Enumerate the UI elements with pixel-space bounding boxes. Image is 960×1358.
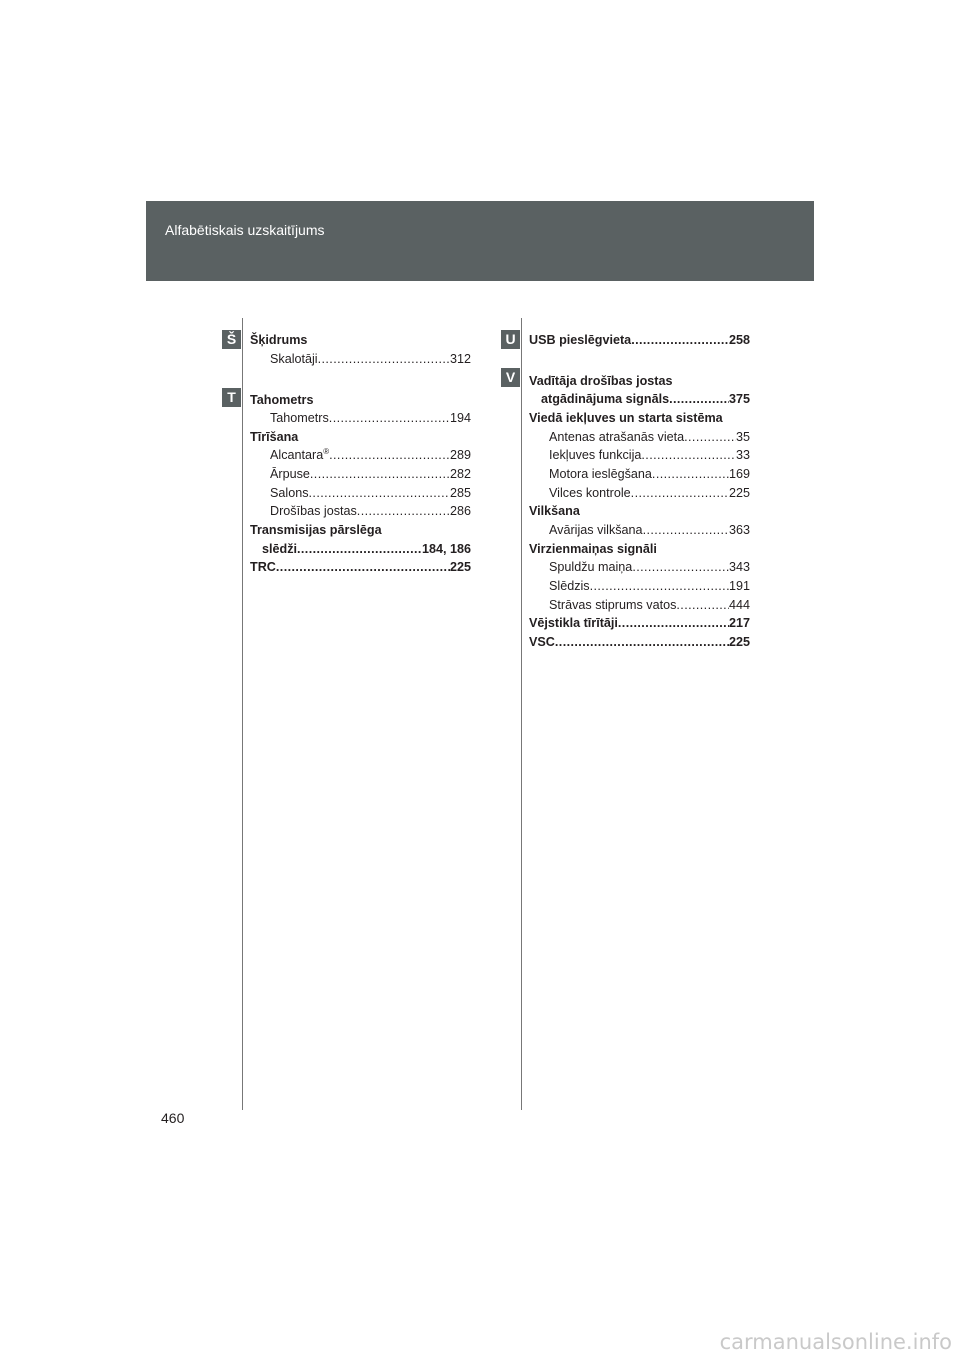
index-heading-tahometrs: Tahometrs: [250, 393, 314, 407]
entry-label: VSC: [529, 635, 555, 649]
index-entry-stravas[interactable]: [549, 596, 750, 614]
entry-page: 444: [728, 598, 750, 612]
entry-page: 184, 186: [421, 542, 471, 556]
registered-mark: ®: [323, 446, 330, 456]
index-entry-antenas[interactable]: [549, 428, 750, 446]
index-entry-drosibas-jostas[interactable]: [270, 502, 471, 520]
entry-label: Avārijas vilkšana: [549, 523, 643, 537]
entry-page: 285: [449, 486, 471, 500]
index-heading-transmisijas: Transmisijas pārslēga: [250, 523, 382, 537]
entry-label: Vilces kontrole: [549, 486, 631, 500]
entry-page: 375: [728, 392, 750, 406]
index-entry-motora[interactable]: [549, 465, 750, 483]
index-entry-sledzis[interactable]: [549, 577, 750, 595]
entry-page: 194: [449, 411, 471, 425]
header-title: Alfabētiskais uzskaitījums: [165, 222, 325, 238]
index-entry-arpuse[interactable]: [270, 465, 471, 483]
entry-label: TRC: [250, 560, 276, 574]
entry-label: Iekļuves funkcija: [549, 448, 642, 462]
entry-page: 258: [728, 333, 750, 347]
entry-page: 343: [728, 560, 750, 574]
index-heading-virzienmainas: Virzienmaiņas signāli: [529, 542, 657, 556]
index-entry-vsc[interactable]: [529, 633, 750, 651]
column-divider-left: [242, 318, 243, 1110]
entry-page: 225: [728, 486, 750, 500]
index-entry-skalotaji[interactable]: [270, 350, 471, 368]
entry-label: Skalotāji: [270, 352, 318, 366]
entry-page: 312: [449, 352, 471, 366]
index-heading-vaditaja: Vadītāja drošības jostas: [529, 374, 673, 388]
entry-label: Strāvas stiprums vatos: [549, 598, 677, 612]
watermark: carmanualsonline.info: [719, 1330, 952, 1354]
index-heading-vieda: Viedā iekļuves un starta sistēma: [529, 411, 723, 425]
section-letter-s-caron: Š: [222, 330, 241, 349]
entry-label: Salons: [270, 486, 309, 500]
entry-page: 363: [728, 523, 750, 537]
section-letter-t: T: [222, 388, 241, 407]
entry-label: Drošības jostas: [270, 504, 357, 518]
entry-page: 286: [449, 504, 471, 518]
header-bar: [146, 201, 814, 281]
index-entry-trc[interactable]: [250, 558, 471, 576]
section-letter-v: V: [501, 368, 520, 387]
entry-label: Spuldžu maiņa: [549, 560, 633, 574]
entry-page: 225: [728, 635, 750, 649]
index-entry-iekluves[interactable]: [549, 446, 750, 464]
entry-label: atgādinājuma signāls: [541, 392, 670, 406]
entry-label: Tahometrs: [270, 411, 329, 425]
index-entry-vejstikla[interactable]: [529, 614, 750, 632]
index-heading-skidrums: Šķidrums: [250, 333, 308, 347]
entry-page: 33: [735, 448, 750, 462]
entry-page: 191: [728, 579, 750, 593]
entry-page: 282: [449, 467, 471, 481]
entry-page: 225: [449, 560, 471, 574]
index-heading-tirisana: Tīrīšana: [250, 430, 299, 444]
index-entry-avarijas[interactable]: [549, 521, 750, 539]
entry-label: Motora ieslēgšana: [549, 467, 652, 481]
entry-label: slēdži: [262, 542, 297, 556]
entry-label: USB pieslēgvieta: [529, 333, 632, 347]
index-heading-vilksana: Vilkšana: [529, 504, 580, 518]
entry-page: 35: [735, 430, 750, 444]
entry-label: Antenas atrašanās vieta: [549, 430, 685, 444]
section-letter-u: U: [501, 330, 520, 349]
entry-label: Vējstikla tīrītāji: [529, 616, 618, 630]
index-entry-spuldzu[interactable]: [549, 558, 750, 576]
index-entry-salons[interactable]: [270, 484, 471, 502]
column-divider-middle: [521, 318, 522, 1110]
entry-label: Slēdzis: [549, 579, 590, 593]
entry-page: 217: [728, 616, 750, 630]
page-number: 460: [161, 1110, 185, 1126]
entry-label: Ārpuse: [270, 467, 310, 481]
entry-label: Alcantara®: [270, 446, 330, 462]
index-entry-tahometrs[interactable]: [270, 409, 471, 427]
index-entry-alcantara[interactable]: [270, 446, 471, 464]
index-entry-usb[interactable]: [529, 331, 750, 349]
index-entry-transmisijas-sledzi[interactable]: [262, 540, 471, 558]
entry-page: 169: [728, 467, 750, 481]
index-entry-vilces-kontrole[interactable]: [549, 484, 750, 502]
entry-page: 289: [449, 448, 471, 462]
index-entry-vaditaja-signals[interactable]: [541, 390, 750, 408]
